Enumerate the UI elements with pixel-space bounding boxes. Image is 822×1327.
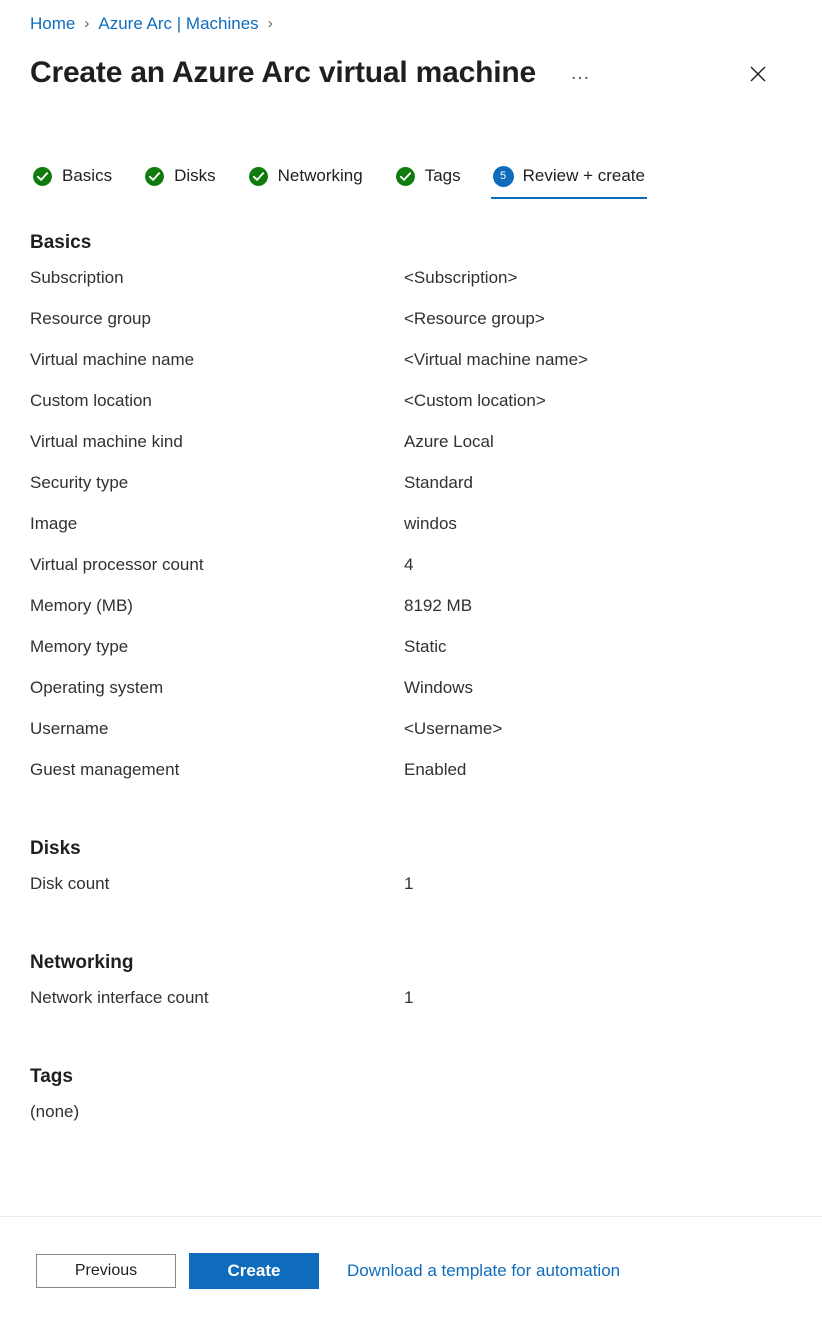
- wizard-tabs: [30, 155, 822, 203]
- summary-key: Memory (MB): [30, 596, 133, 615]
- summary-row-username: [30, 719, 802, 760]
- tab-basics[interactable]: [30, 155, 114, 199]
- summary-key: Custom location: [30, 391, 152, 410]
- tab-step-number: 5: [493, 166, 514, 187]
- summary-row-disk-count: [30, 874, 802, 915]
- tab-label-basics: Basics: [62, 166, 113, 185]
- summary-content: [30, 232, 802, 1122]
- summary-value: 8192 MB: [404, 596, 473, 615]
- page-title: Create an Azure Arc virtual machine: [30, 56, 536, 89]
- breadcrumb-separator-icon: ›: [84, 15, 90, 32]
- breadcrumb-item-azure-arc-machines[interactable]: Azure Arc | Machines: [98, 14, 259, 33]
- previous-button[interactable]: Previous: [36, 1254, 176, 1288]
- tab-label-disks: Disks: [174, 166, 216, 185]
- tab-review-create[interactable]: [491, 155, 647, 199]
- summary-value: <Subscription>: [404, 268, 518, 287]
- summary-value: <Virtual machine name>: [404, 350, 588, 369]
- summary-value: <Username>: [404, 719, 503, 738]
- summary-value: Standard: [404, 473, 473, 492]
- check-circle-icon: [144, 166, 165, 187]
- summary-value: windos: [404, 514, 457, 533]
- section-heading-tags: Tags: [30, 1066, 73, 1087]
- tab-label-review-create: Review + create: [522, 166, 645, 185]
- summary-row-virtual-machine-name: [30, 350, 802, 391]
- summary-row-custom-location: [30, 391, 802, 432]
- summary-row-resource-group: [30, 309, 802, 350]
- summary-row-memory-mb: [30, 596, 802, 637]
- summary-row-virtual-machine-kind: [30, 432, 802, 473]
- summary-key: Username: [30, 719, 109, 738]
- summary-row-network-interface-count: [30, 988, 802, 1029]
- breadcrumb-item-home[interactable]: Home: [30, 14, 76, 33]
- summary-row-guest-management: [30, 760, 802, 801]
- section-heading-networking: Networking: [30, 952, 134, 973]
- tab-tags[interactable]: [393, 155, 463, 199]
- footer-actions: [36, 1253, 620, 1289]
- summary-row-security-type: [30, 473, 802, 514]
- section-heading-basics: Basics: [30, 232, 92, 253]
- close-icon: [748, 64, 768, 84]
- summary-key: Disk count: [30, 874, 110, 893]
- title-row: [30, 52, 798, 94]
- summary-value: Azure Local: [404, 432, 494, 451]
- summary-key: Network interface count: [30, 988, 209, 1007]
- summary-value: Windows: [404, 678, 473, 697]
- summary-key: Memory type: [30, 637, 129, 656]
- download-template-link[interactable]: Download a template for automation: [347, 1261, 621, 1280]
- section-heading-disks: Disks: [30, 838, 81, 859]
- summary-key: Resource group: [30, 309, 151, 328]
- tab-disks[interactable]: [142, 155, 218, 199]
- summary-key: Virtual processor count: [30, 555, 204, 574]
- summary-value: 1: [404, 874, 414, 893]
- summary-row-virtual-processor-count: [30, 555, 802, 596]
- summary-row-operating-system: [30, 678, 802, 719]
- footer-bar: [0, 1216, 822, 1327]
- breadcrumb-separator-icon-2: ›: [267, 15, 273, 32]
- close-button[interactable]: [742, 58, 774, 90]
- tab-networking[interactable]: [246, 155, 365, 199]
- summary-value: Enabled: [404, 760, 467, 779]
- summary-value: <Custom location>: [404, 391, 546, 410]
- check-circle-icon: [395, 166, 416, 187]
- check-circle-icon: [32, 166, 53, 187]
- summary-value: 4: [404, 555, 414, 574]
- summary-key: Operating system: [30, 678, 164, 697]
- summary-row-subscription: [30, 268, 802, 309]
- tab-label-tags: Tags: [424, 166, 461, 185]
- summary-value: Static: [404, 637, 447, 656]
- summary-row-memory-type: [30, 637, 802, 678]
- summary-key: Guest management: [30, 760, 180, 779]
- summary-key: Virtual machine kind: [30, 432, 183, 451]
- summary-value: <Resource group>: [404, 309, 545, 328]
- summary-key: Subscription: [30, 268, 124, 287]
- tags-empty-text: (none): [30, 1102, 80, 1121]
- more-options-button[interactable]: …: [564, 57, 596, 89]
- summary-row-image: [30, 514, 802, 555]
- summary-key: Image: [30, 514, 78, 533]
- tab-label-networking: Networking: [277, 166, 363, 185]
- create-button[interactable]: Create: [189, 1253, 319, 1289]
- summary-value: 1: [404, 988, 414, 1007]
- check-circle-icon: [248, 166, 269, 187]
- summary-key: Security type: [30, 473, 129, 492]
- breadcrumb: [30, 12, 282, 36]
- summary-key: Virtual machine name: [30, 350, 195, 369]
